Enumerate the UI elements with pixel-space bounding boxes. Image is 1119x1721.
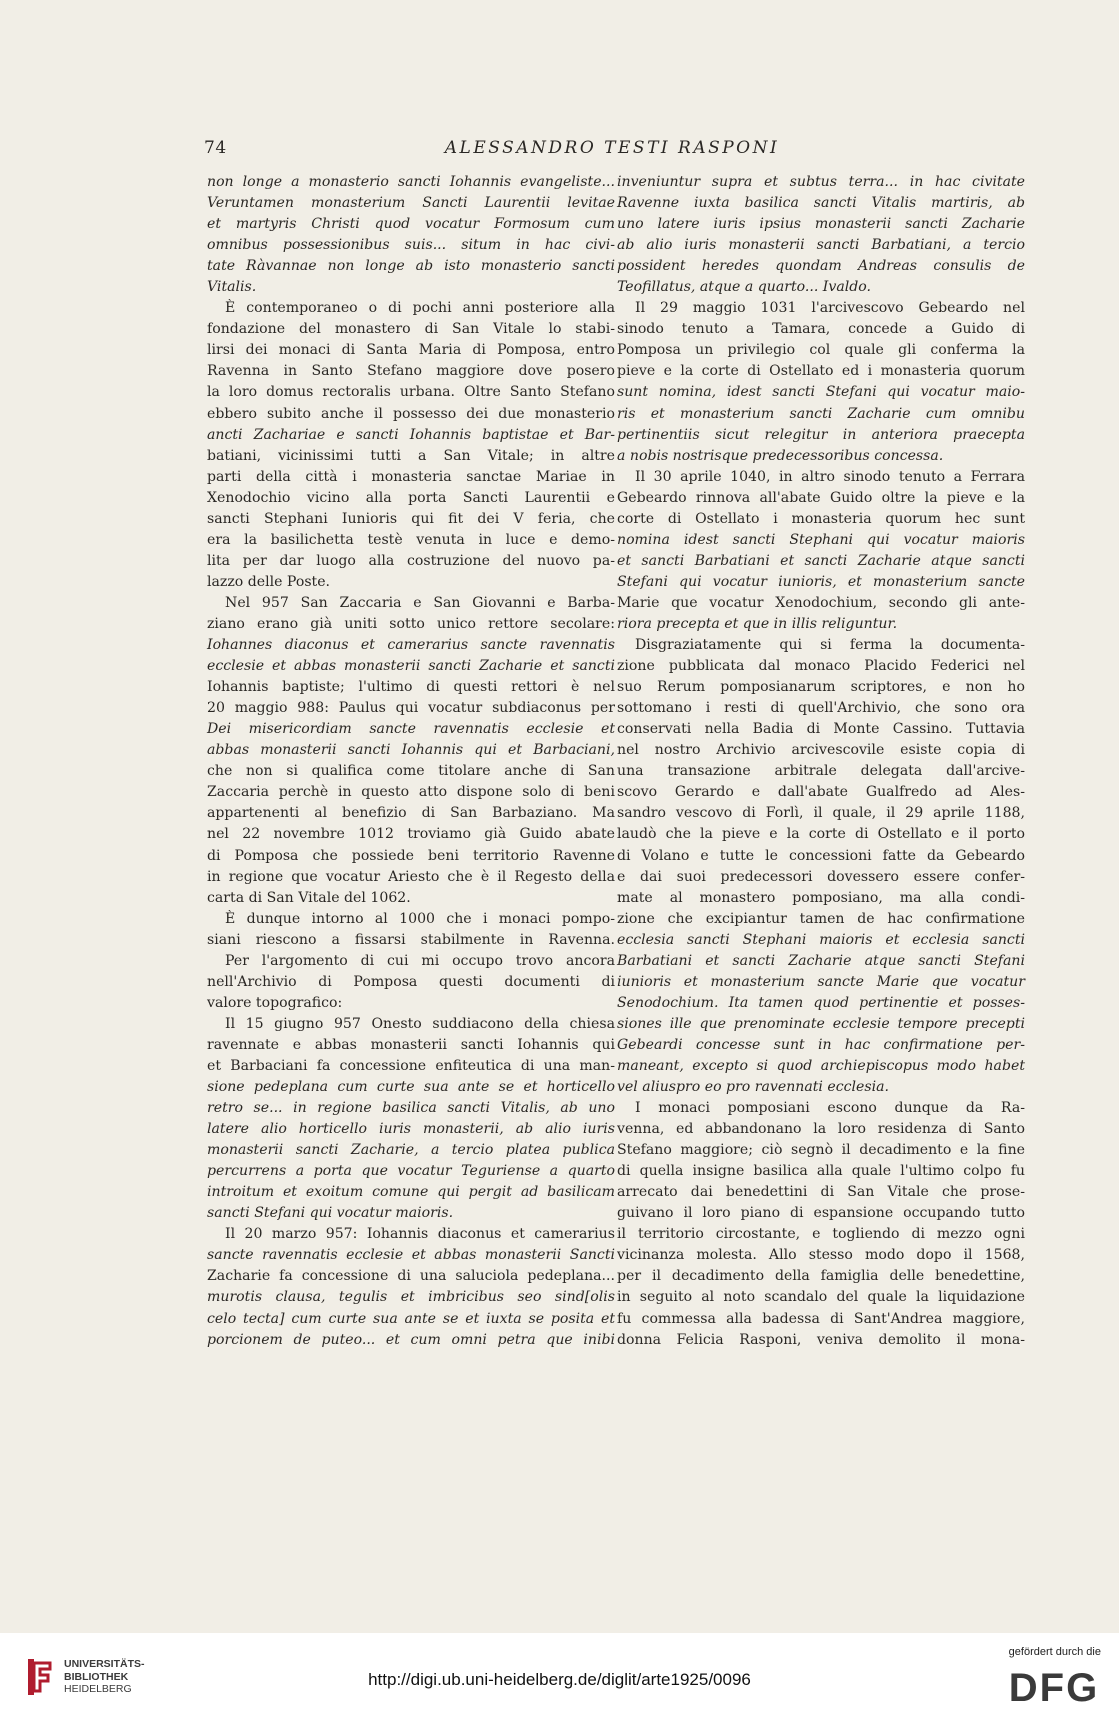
text-line: et sancti Barbatiani et sancti Zacharie atque sancti: [617, 552, 1025, 569]
text-line: Pomposa un privilegio col quale gli conferma la: [617, 342, 1025, 359]
text-line: sandro vescovo di Forlì, il quale, il 29 aprile 1188,: [617, 805, 1025, 822]
text-line: latere alio horticello iuris monasterii, ab alio iuris: [207, 1121, 615, 1138]
text-line: appartenenti al benefizio di San Barbaziano. Ma: [207, 805, 615, 822]
text-line: per il decadimento della famiglia delle benedettine,: [617, 1268, 1025, 1285]
text-line: Teofillatus, atque a quarto... Ivaldo.: [617, 279, 871, 296]
text-line: valore topografico:: [207, 994, 343, 1011]
text-line: di Volano e tutte le concessioni fatte da Gebeardo: [617, 847, 1025, 864]
text-line: in regione que vocatur Ariesto che è il Regesto della: [207, 868, 615, 885]
footer-bar: [0, 1633, 1119, 1721]
text-line: sancti Stefani qui vocatur maioris.: [207, 1205, 454, 1222]
library-name-line-1: UNIVERSITÄTS-: [64, 1658, 145, 1670]
text-line: siones ille que prenominate ecclesie tempore precepti: [617, 1015, 1025, 1032]
text-line: era la basilichetta testè venuta in luce e demo-: [207, 531, 615, 548]
text-line: una transazione arbitrale delegata dall'arcive-: [617, 763, 1025, 780]
text-line: Disgraziatamente qui si ferma la documenta-: [635, 637, 1025, 654]
sponsor-label: gefördert durch die: [1008, 1646, 1101, 1658]
text-line: murotis clausa, tegulis et imbricibus seo sind[olis: [207, 1289, 615, 1306]
text-line: Iohannes diaconus et camerarius sancte ravennatis: [207, 637, 615, 654]
text-line: È contemporaneo o di pochi anni posteriore alla: [225, 300, 615, 317]
text-line: Dei misericordiam sancte ravennatis ecclesie et: [207, 721, 615, 738]
text-line: ancti Zachariae e sancti Iohannis baptistae et Bar-: [207, 426, 615, 443]
text-line: ecclesia sancti Stephani maioris et ecclesia sancti: [617, 931, 1025, 948]
text-line: ab alio iuris monasterii sancti Barbatiani, a tercio: [617, 237, 1025, 254]
dfg-logo-text: DFG: [1008, 1666, 1100, 1707]
text-line: Vitalis.: [207, 279, 257, 296]
page-number: 74: [204, 138, 227, 158]
library-name-line-3: HEIDELBERG: [64, 1683, 132, 1695]
text-line: venna, ed abbandonano la loro residenza di Santo: [617, 1121, 1025, 1138]
text-line: arrecato dai benedettini di San Vitale che prose-: [617, 1184, 1025, 1201]
text-line: e dai suoi predecessori dovessero essere confer-: [617, 868, 1025, 885]
running-title: ALESSANDRO TESTI RASPONI: [444, 138, 780, 158]
text-line: ravennate e abbas monasterii sancti Iohannis qui: [207, 1036, 615, 1053]
text-line: Stefano maggiore; ciò segnò il decadimento e la fine: [617, 1142, 1025, 1159]
text-line: carta di San Vitale del 1062.: [207, 889, 411, 906]
text-line: Il 30 aprile 1040, in altro sinodo tenuto a Ferrara: [635, 468, 1025, 485]
left-text-column: [207, 172, 615, 1351]
text-line: Per l'argomento di cui mi occupo trovo ancora: [225, 952, 615, 969]
text-line: Senodochium. Ita tamen quod pertinentie et posses-: [617, 994, 1025, 1011]
text-line: Barbatiani et sancti Zacharie atque sancti Stefani: [617, 952, 1025, 969]
text-line: sione pedeplana cum curte sua ante se et horticello: [207, 1079, 615, 1096]
text-line: Nel 957 San Zaccaria e San Giovanni e Barba-: [225, 594, 615, 611]
text-line: a nobis nostrisque predecessoribus concessa.: [617, 447, 944, 464]
text-line: Veruntamen monasterium Sancti Laurentii levitae: [207, 195, 615, 212]
text-line: percurrens a porta que vocatur Teguriense a quarto: [207, 1163, 615, 1180]
text-line: Iohannis baptiste; l'ultimo di questi rettori è nel: [207, 679, 615, 696]
text-line: lirsi dei monaci di Santa Maria di Pomposa, entro: [207, 342, 615, 359]
text-line: zione che excipiantur tamen de hac confirmatione: [617, 910, 1025, 927]
text-line: mate al monastero pomposiano, ma alla condi-: [617, 889, 1025, 906]
text-line: et martyris Christi quod vocatur Formosum cum: [207, 216, 615, 233]
text-line: corte di Ostellato i monasteria quorum hec sunt: [617, 510, 1025, 527]
text-line: abbas monasterii sancti Iohannis qui et Barbaciani,: [207, 742, 615, 759]
text-line: retro se... in regione basilica sancti Vitalis, ab uno: [207, 1100, 615, 1117]
page-header: [200, 138, 1024, 164]
text-line: fu commessa alla badessa di Sant'Andrea maggiore,: [617, 1310, 1025, 1327]
text-line: maneant, excepto si quod archiepiscopus modo habet: [617, 1057, 1025, 1074]
text-line: sottomano i resti di quell'Archivio, che sono ora: [617, 700, 1025, 717]
text-line: Xenodochio vicino alla porta Sancti Laurentii e: [207, 489, 615, 506]
text-line: vel aliuspro eo pro ravennati ecclesia.: [617, 1079, 890, 1096]
text-line: celo tecta] cum curte sua ante se et iuxta se posita et: [207, 1310, 615, 1327]
text-line: fondazione del monastero di San Vitale lo stabi-: [207, 321, 615, 338]
text-line: Gebeardi concesse sunt in hac confirmatione per-: [617, 1036, 1025, 1053]
text-line: I monaci pomposiani escono dunque da Ra-: [635, 1100, 1025, 1117]
text-line: batiani, vicinissimi tutti a San Vitale; in altre: [207, 447, 615, 464]
text-line: che non si qualifica come titolare anche di San: [207, 763, 615, 780]
text-line: in seguito al noto scandalo del quale la liquidazione: [617, 1289, 1025, 1306]
text-line: riora precepta et que in illis religuntur.: [617, 615, 898, 632]
text-line: suo Rerum pomposianarum scriptores, e non ho: [617, 679, 1025, 696]
text-line: nel nostro Archivio arcivescovile esiste copia di: [617, 742, 1025, 759]
text-line: siani riescono a fissarsi stabilmente in Ravenna.: [207, 931, 615, 948]
text-line: lazzo delle Poste.: [207, 573, 331, 590]
text-line: omnibus possessionibus suis... situm in hac civi-: [207, 237, 615, 254]
text-line: porcionem de puteo... et cum omni petra que inibi: [207, 1331, 615, 1348]
text-line: la loro domus rectoralis urbana. Oltre Santo Stefano: [207, 384, 615, 401]
text-line: zione pubblicata dal monaco Placido Federici nel: [617, 658, 1025, 675]
text-line: monasterii sancti Zacharie, a tercio platea publica: [207, 1142, 615, 1159]
source-url-link[interactable]: http://digi.ub.uni-heidelberg.de/diglit/arte1925/0096: [368, 1670, 751, 1689]
text-line: sunt nomina, idest sancti Stefani qui vocatur maio-: [617, 384, 1025, 401]
text-line: donna Felicia Rasponi, veniva demolito il mona-: [617, 1331, 1025, 1348]
text-line: Il 15 giugno 957 Onesto suddiacono della chiesa: [225, 1015, 615, 1032]
text-line: lita per dar luogo alla costruzione del nuovo pa-: [207, 552, 615, 569]
text-line: scovo Gerardo e dall'abate Gualfredo ad Ales-: [617, 784, 1025, 801]
text-line: conservati nella Badia di Monte Cassino. Tuttavia: [617, 721, 1025, 738]
library-name-line-2: BIBLIOTHEK: [64, 1670, 129, 1683]
text-line: laudò che la pieve e la corte di Ostellato e il porto: [617, 826, 1025, 843]
text-line: di Pomposa che possiede beni territorio Ravenne: [207, 847, 615, 864]
text-line: ebbero subito anche il possesso dei due monasterio: [207, 405, 615, 422]
text-line: 20 maggio 988: Paulus qui vocatur subdiaconus per: [207, 700, 615, 717]
text-line: possident heredes quondam Andreas consulis de: [617, 258, 1025, 275]
text-line: vicinanza molesta. Allo stesso modo dopo il 1568,: [617, 1247, 1025, 1264]
text-line: Il 29 maggio 1031 l'arcivescovo Gebeardo nel: [635, 300, 1025, 317]
text-line: tate Ràvannae non longe ab isto monasterio sancti: [207, 258, 615, 275]
text-line: Marie que vocatur Xenodochium, secondo gli ante-: [617, 594, 1025, 611]
text-line: È dunque intorno al 1000 che i monaci pompo-: [225, 910, 615, 927]
text-line: et Barbaciani fa concessione enfiteutica di una man-: [207, 1057, 615, 1074]
text-line: Ravenna in Santo Stefano maggiore dove posero: [207, 363, 615, 380]
text-line: nel 22 novembre 1012 troviamo già Guido abate: [207, 826, 615, 843]
text-line: Ravenne iuxta basilica sancti Vitalis martiris, ab: [617, 195, 1025, 212]
text-line: parti della città i monasteria sanctae Mariae in: [207, 468, 615, 485]
text-line: sinodo tenuto a Tamara, concede a Guido di: [617, 321, 1025, 338]
text-line: ziano erano già uniti sotto unico rettore secolare:: [207, 615, 615, 632]
text-line: iunioris et monasterium sancte Marie que vocatur: [617, 973, 1025, 990]
text-line: Zacharie fa concessione di una saluciola pedeplana...: [207, 1268, 615, 1285]
text-line: sancti Stephani Iunioris qui fit dei V feria, che: [207, 510, 615, 527]
text-line: ris et monasterium sancti Zacharie cum omnibu: [617, 405, 1025, 422]
text-line: Gebeardo rinnova all'abate Guido oltre la pieve e la: [617, 489, 1025, 506]
text-line: Stefani qui vocatur iunioris, et monasterium sancte: [617, 573, 1025, 590]
text-line: nell'Archivio di Pomposa questi documenti di: [207, 973, 615, 990]
text-line: il territorio circostante, e togliendo di mezzo ogni: [617, 1226, 1025, 1243]
right-text-column: [617, 172, 1025, 1351]
text-line: di quella insigne basilica alla quale l'ultimo colpo fu: [617, 1163, 1025, 1180]
text-line: non longe a monasterio sancti Iohannis evangeliste...: [207, 174, 615, 190]
text-line: introitum et exoitum comune qui pergit ad basilicam: [207, 1184, 615, 1201]
dfg-logo-icon: [1007, 1663, 1101, 1707]
text-line: Zaccaria perchè in questo atto dispone solo di beni: [207, 784, 615, 801]
text-line: sancte ravennatis ecclesie et abbas monasterii Sancti: [207, 1247, 615, 1264]
text-line: pieve e la corte di Ostellato ed i monasteria quorum: [617, 363, 1025, 380]
text-line: guivano il loro piano di espansione occupando tutto: [617, 1205, 1025, 1222]
text-line: pertinentiis sicut relegitur in anteriora praecepta: [617, 426, 1025, 443]
text-line: Il 20 marzo 957: Iohannis diaconus et camerarius: [225, 1226, 615, 1243]
text-line: inveniuntur supra et subtus terra... in hac civitate: [617, 174, 1025, 190]
text-line: uno latere iuris ipsius monasterii sancti Zacharie: [617, 216, 1025, 233]
text-line: nomina idest sancti Stephani qui vocatur maioris: [617, 531, 1025, 548]
text-line: ecclesie et abbas monasterii sancti Zacharie et sancti: [207, 658, 615, 675]
